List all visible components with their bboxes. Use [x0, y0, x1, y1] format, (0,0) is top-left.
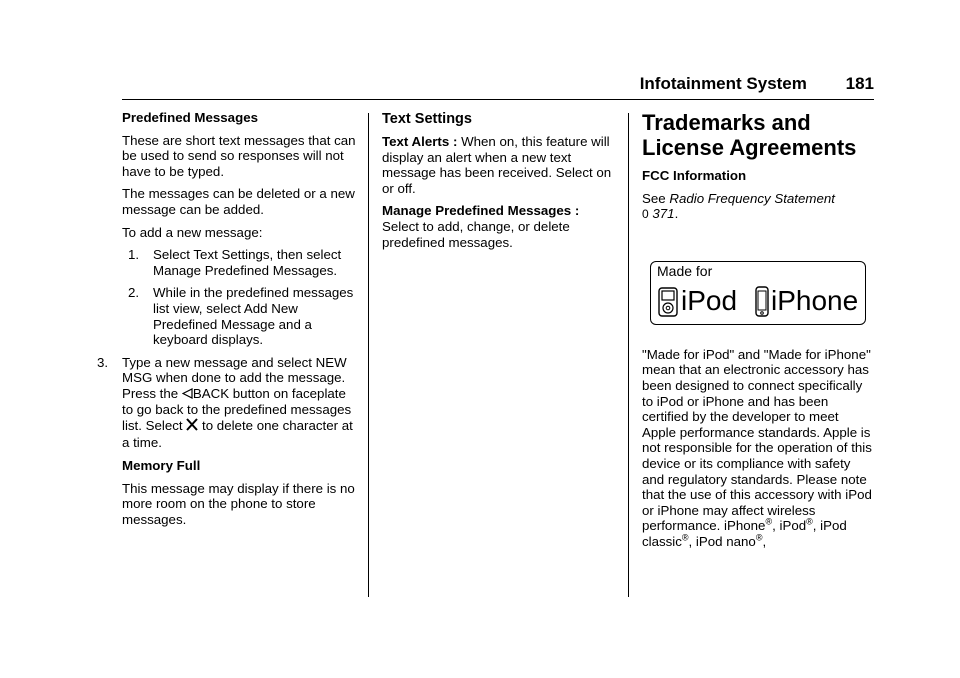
column-divider-2: [628, 113, 629, 597]
see-label: See: [642, 190, 666, 206]
list-item: [122, 285, 358, 347]
logo-made-for: Made for: [657, 262, 713, 279]
step-text: BACK button on faceplate to go back to the predefined messages list. Select: [122, 385, 352, 433]
column-divider-1: [368, 113, 369, 597]
reference-title: Radio Frequency Statement: [669, 190, 835, 206]
header-rule: [122, 99, 874, 100]
registered-mark: ®: [765, 516, 773, 527]
registered-mark: ®: [755, 532, 763, 543]
paragraph: These are short text messages that can be used to send so responses will not have to be typed.: [122, 132, 356, 179]
step-number: 3.: [97, 354, 109, 370]
logo-iphone: iPhone: [771, 284, 859, 316]
step-number: 2.: [128, 285, 140, 301]
trademark-text: "Made for iPod" and "Made for iPhone" mean that an electronic accessory has been designed to connect specifically to iPod or iPhone and has been certified by the developer to meet Apple performance standards. Apple is not responsible for the operation of this device or its compliance with safety and regulatory standards. Please note that the use of this accessory with iPod or iPhone may affect wireless performance. iPhone: [642, 346, 872, 534]
heading-memory-full: Memory Full: [122, 458, 201, 474]
step-number: 1.: [128, 247, 140, 263]
section-title: Infotainment System: [639, 74, 807, 93]
heading-text-settings: Text Settings: [382, 111, 472, 127]
list-item: [122, 247, 358, 278]
step-text: Type a new message and select NEW MSG when done to add the message. Press the: [122, 354, 347, 401]
reference: [642, 191, 874, 223]
list-item: [91, 355, 358, 450]
step-text: While in the predefined messages list view, select Add New Predefined Message and a keyboard displays.: [153, 285, 354, 348]
page-reference-icon: 0: [642, 207, 649, 222]
ipod-word: iPod: [779, 518, 807, 534]
paragraph: This message may display if there is no more room on the phone to store messages.: [122, 480, 355, 527]
steps-list: [97, 247, 358, 450]
made-for-ipod-iphone-logo: [650, 261, 866, 325]
column-3: [642, 110, 874, 557]
column-1: [97, 110, 358, 535]
registered-mark: ®: [681, 532, 689, 543]
paragraph: [382, 134, 614, 196]
back-icon: [182, 387, 193, 403]
step-text: Select Text Settings, then select Manage Predefined Messages.: [153, 247, 342, 278]
heading-trademarks: [642, 110, 874, 160]
term-text-alerts: Text Alerts :: [382, 134, 458, 149]
page-number: 181: [845, 74, 874, 93]
ipod-nano: , iPod nano: [688, 533, 756, 549]
definition: Select to add, change, or delete predefined messages.: [382, 218, 570, 250]
step-text: to delete one character at a time.: [122, 417, 353, 450]
ipod-classic: , iPod classic: [642, 518, 847, 549]
registered-mark: ®: [806, 516, 813, 527]
heading-line: License Agreements: [642, 135, 857, 160]
comma: ,: [762, 533, 767, 549]
trademark-paragraph: [642, 347, 874, 550]
column-2: [382, 110, 614, 257]
paragraph: [382, 203, 614, 250]
iphone-icon: [755, 286, 769, 317]
paragraph: The messages can be deleted or a new message can be added.: [122, 186, 355, 217]
definition: When on, this feature will display an alert when a new text message has been received. Select on or off.: [382, 134, 612, 196]
heading-line: Trademarks and: [642, 110, 811, 135]
page-header: [122, 72, 874, 96]
heading-predefined-messages: Predefined Messages: [122, 110, 258, 125]
paragraph: To add a new message:: [122, 224, 263, 240]
comma: ,: [772, 518, 776, 534]
heading-fcc: FCC Information: [642, 168, 747, 183]
delete-x-icon: [186, 418, 198, 435]
term-manage-predefined: Manage Predefined Messages :: [382, 203, 580, 219]
reference-dot: .: [674, 206, 679, 222]
logo-ipod: iPod: [681, 284, 738, 316]
ipod-icon: [658, 287, 678, 317]
reference-page: 371: [652, 206, 675, 222]
